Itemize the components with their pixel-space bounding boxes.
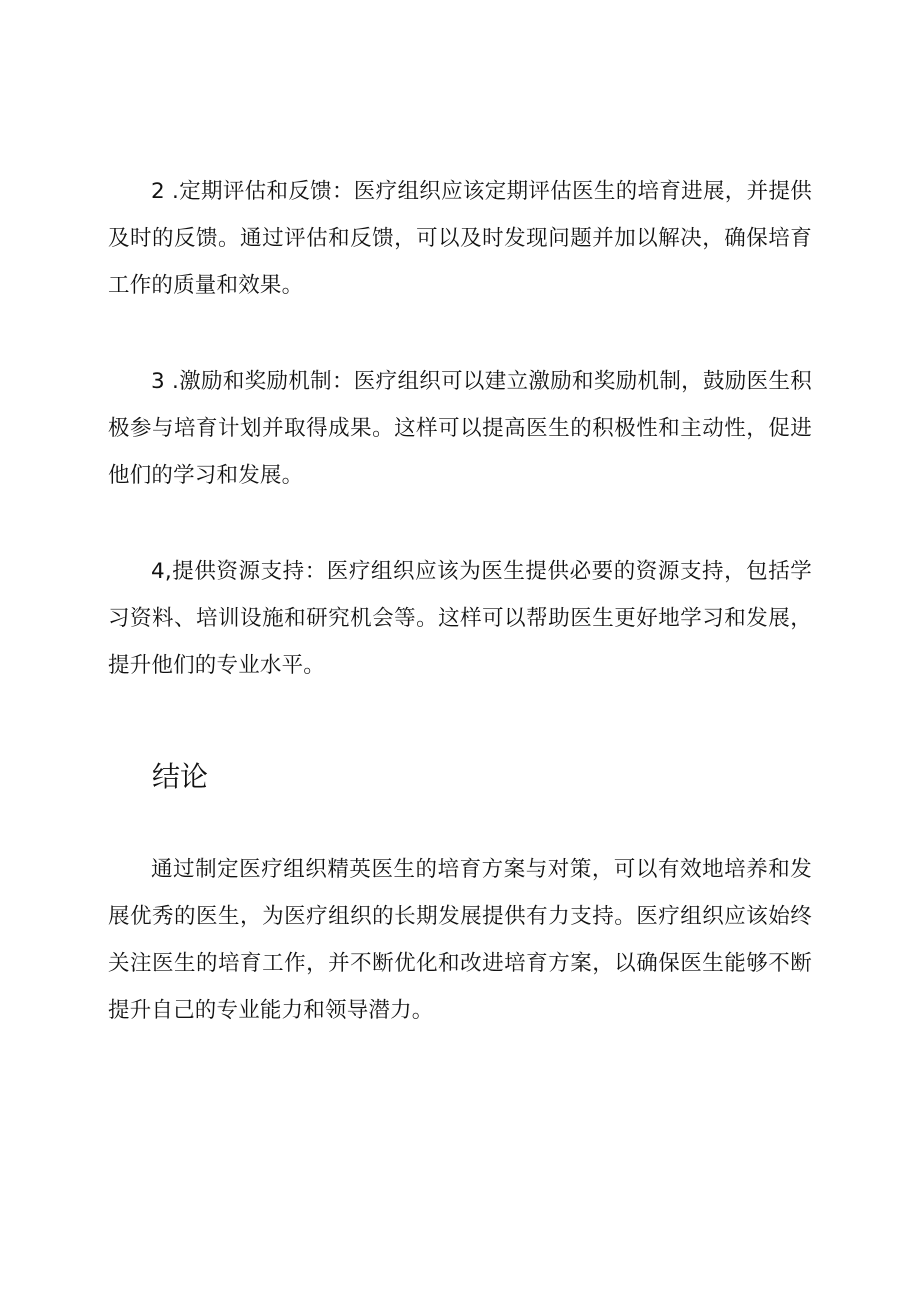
conclusion-heading: 结论 xyxy=(152,760,209,793)
list-item-resource-support: 4,提供资源支持：医疗组织应该为医生提供必要的资源支持，包括学习资料、培训设施和研究机会等。这样可以帮助医生更好地学习和发展，提升他们的专业水平。 xyxy=(108,559,812,678)
list-item-evaluation-feedback: 2 .定期评估和反馈：医疗组织应该定期评估医生的培育进展，并提供及时的反馈。通过评估和反馈，可以及时发现问题并加以解决，确保培育工作的质量和效果。 xyxy=(108,179,812,298)
conclusion-paragraph: 通过制定医疗组织精英医生的培育方案与对策，可以有效地培养和发展优秀的医生，为医疗组织的长期发展提供有力支持。医疗组织应该始终关注医生的培育工作，并不断优化和改进培育方案，以确保医生能够不断提升自己的专业能力和领导潜力。 xyxy=(108,857,812,1023)
list-item-incentive-mechanism: 3 .激励和奖励机制：医疗组织可以建立激励和奖励机制，鼓励医生积极参与培育计划并取得成果。这样可以提高医生的积极性和主动性，促进他们的学习和发展。 xyxy=(108,369,812,488)
